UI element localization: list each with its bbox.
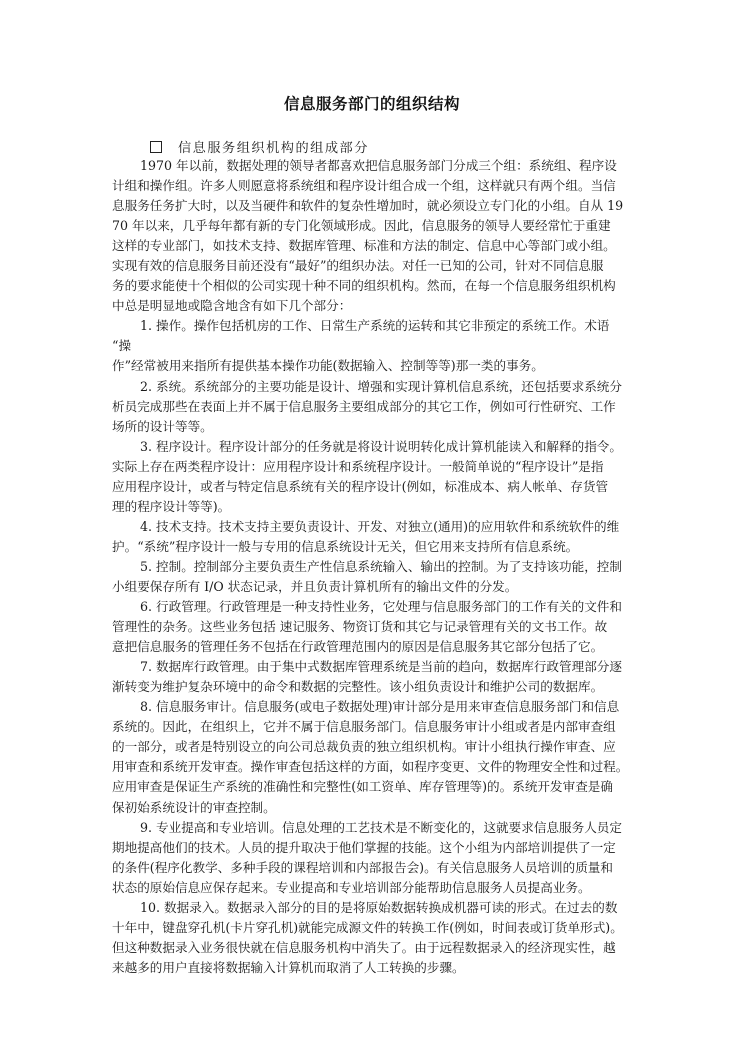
page-title: 信息服务部门的组织结构 <box>283 95 460 113</box>
text-line: 70 年以来，几乎每年都有新的专门化领域形成。因此，信息服务的领导人要经常忙于重建 <box>112 218 611 234</box>
text-line: 状态的原始信息应保存起来。专业提高和专业培训部分能帮助信息服务人员提高业务。 <box>112 879 591 895</box>
text-line: 2. 系统。系统部分的主要功能是设计、增强和实现计算机信息系统，还包括要求系统分 <box>140 378 622 394</box>
text-line: 小组要保存所有 I/O 状态记录，并且负责计算机所有的输出文件的分发。 <box>112 578 518 594</box>
text-line: 应用审查是保证生产系统的准确性和完整性(如工资单、库存管理等)的。系统开发审查是确 <box>112 779 613 795</box>
text-line: 1970 年以前，数据处理的领导者都喜欢把信息服务部门分成三个组：系统组、程序设 <box>140 158 617 173</box>
text-line: 5. 控制。控制部分主要负责生产性信息系统输入、输出的控制。为了支持该功能，控制 <box>140 558 622 574</box>
text-line: 计组和操作组。许多人则愿意将系统组和程序设计组合成一个组，这样就只有两个组。当信 <box>112 178 616 194</box>
text-line: 作”经常被用来指所有提供基本操作功能(数据输入、控制等等)那一类的事务。 <box>112 358 544 374</box>
text-line: 系统的。因此，在组织上，它并不属于信息服务部门。信息服务审计小组或者是内部审查组 <box>112 719 616 735</box>
text-line: 1. 操作。操作包括机房的工作、日常生产系统的运转和其它非预定的系统工作。术语 <box>140 318 610 334</box>
text-line: 的一部分，或者是特别设立的向公司总裁负责的独立组织机构。审计小组执行操作审查、应 <box>112 739 616 755</box>
text-line: 8. 信息服务审计。信息服务(或电子数据处理)审计部分是用来审查信息服务部门和信息 <box>140 699 620 715</box>
text-line: 应用程序设计，或者与特定信息系统有关的程序设计(例如，标准成本、病人帐单、存货管 <box>112 478 609 494</box>
text-line: 十年中，键盘穿孔机(卡片穿孔机)就能完成源文件的转换工作(例如，时间表或订货单形式)。 <box>112 919 623 935</box>
text-line: 9. 专业提高和专业培训。信息处理的工艺技术是不断变化的，这就要求信息服务人员定 <box>140 819 622 835</box>
text-line: 6. 行政管理。行政管理是一种支持性业务，它处理与信息服务部门的工作有关的文件和 <box>140 599 622 615</box>
text-line: 务的要求能使十个相似的公司实现十种不同的组织机构。然而，在每一个信息服务组织机构 <box>112 278 616 294</box>
text-line: 10. 数据录入。数据录入部分的目的是将原始数据转换成机器可读的形式。在过去的数 <box>140 899 618 915</box>
text-line: 意把信息服务的管理任务不包括在行政管理范围内的原因是信息服务其它部分包括了它。 <box>112 639 604 655</box>
text-line: 用审查和系统开发审查。操作审查包括这样的方面，如程序变更、文件的物理安全性和过程。 <box>112 759 629 775</box>
text-line: 7. 数据库行政管理。由于集中式数据库管理系统是当前的趋向，数据库行政管理部分逐 <box>140 659 622 675</box>
text-line: 但这种数据录入业务很快就在信息服务机构中消失了。由于远程数据录入的经济现实性，越 <box>112 939 616 955</box>
text-line: 这样的专业部门，如技术支持、数据库管理、标准和方法的制定、信息中心等部门或小组。 <box>112 238 616 254</box>
text-line: 息服务任务扩大时，以及当硬件和软件的复杂性增加时，就必须设立专门化的小组。自从 19 <box>112 198 624 214</box>
text-line: 4. 技术支持。技术支持主要负责设计、开发、对独立(通用)的应用软件和系统软件的维 <box>140 518 620 534</box>
body-text <box>112 156 648 978</box>
text-line: 析员完成那些在表面上并不属于信息服务主要组成部分的其它工作，例如可行性研究、工作 <box>112 398 616 414</box>
text-line: 管理性的杂务。这些业务包括 速记服务、物资订货和其它与记录管理有关的文书工作。故 <box>112 619 608 635</box>
text-line: 中总是明显地或隐含地含有如下几个部分： <box>112 298 352 314</box>
text-line: 期地提高他们的技术。人员的提升取决于他们掌握的技能。这个小组为内部培训提供了一定 <box>112 839 616 855</box>
text-line: 实际上存在两类程序设计：应用程序设计和系统程序设计。一般简单说的“程序设计”是指 <box>112 458 604 474</box>
text-line: 保初始系统设计的审查控制。 <box>112 799 276 815</box>
text-line: 来越多的用户直接将数据输入计算机而取消了人工转换的步骤。 <box>112 959 465 975</box>
text-line: 护。“系统”程序设计一般与专用的信息系统设计无关，但它用来支持所有信息系统。 <box>112 538 579 554</box>
text-line: 渐转变为维护复杂环境中的命令和数据的完整性。该小组负责设计和维护公司的数据库。 <box>112 679 604 695</box>
checkbox-icon <box>150 141 162 153</box>
section-heading-row <box>150 137 369 156</box>
text-line: 实现有效的信息服务目前还没有“最好”的组织办法。对任一已知的公司，针对不同信息服 <box>112 258 604 274</box>
text-line: 的条件(程序化教学、多种手段的课程培训和内部报告会)。有关信息服务人员培训的质量和 <box>112 859 613 875</box>
text-line: 场所的设计等等。 <box>112 418 213 434</box>
text-line: 理的程序设计等等)。 <box>112 498 231 514</box>
text-line: “操 <box>112 338 132 354</box>
text-line: 3. 程序设计。程序设计部分的任务就是将设计说明转化成计算机能读入和解释的指令。 <box>140 438 622 454</box>
section-heading: 信息服务组织机构的组成部分 <box>178 141 369 156</box>
